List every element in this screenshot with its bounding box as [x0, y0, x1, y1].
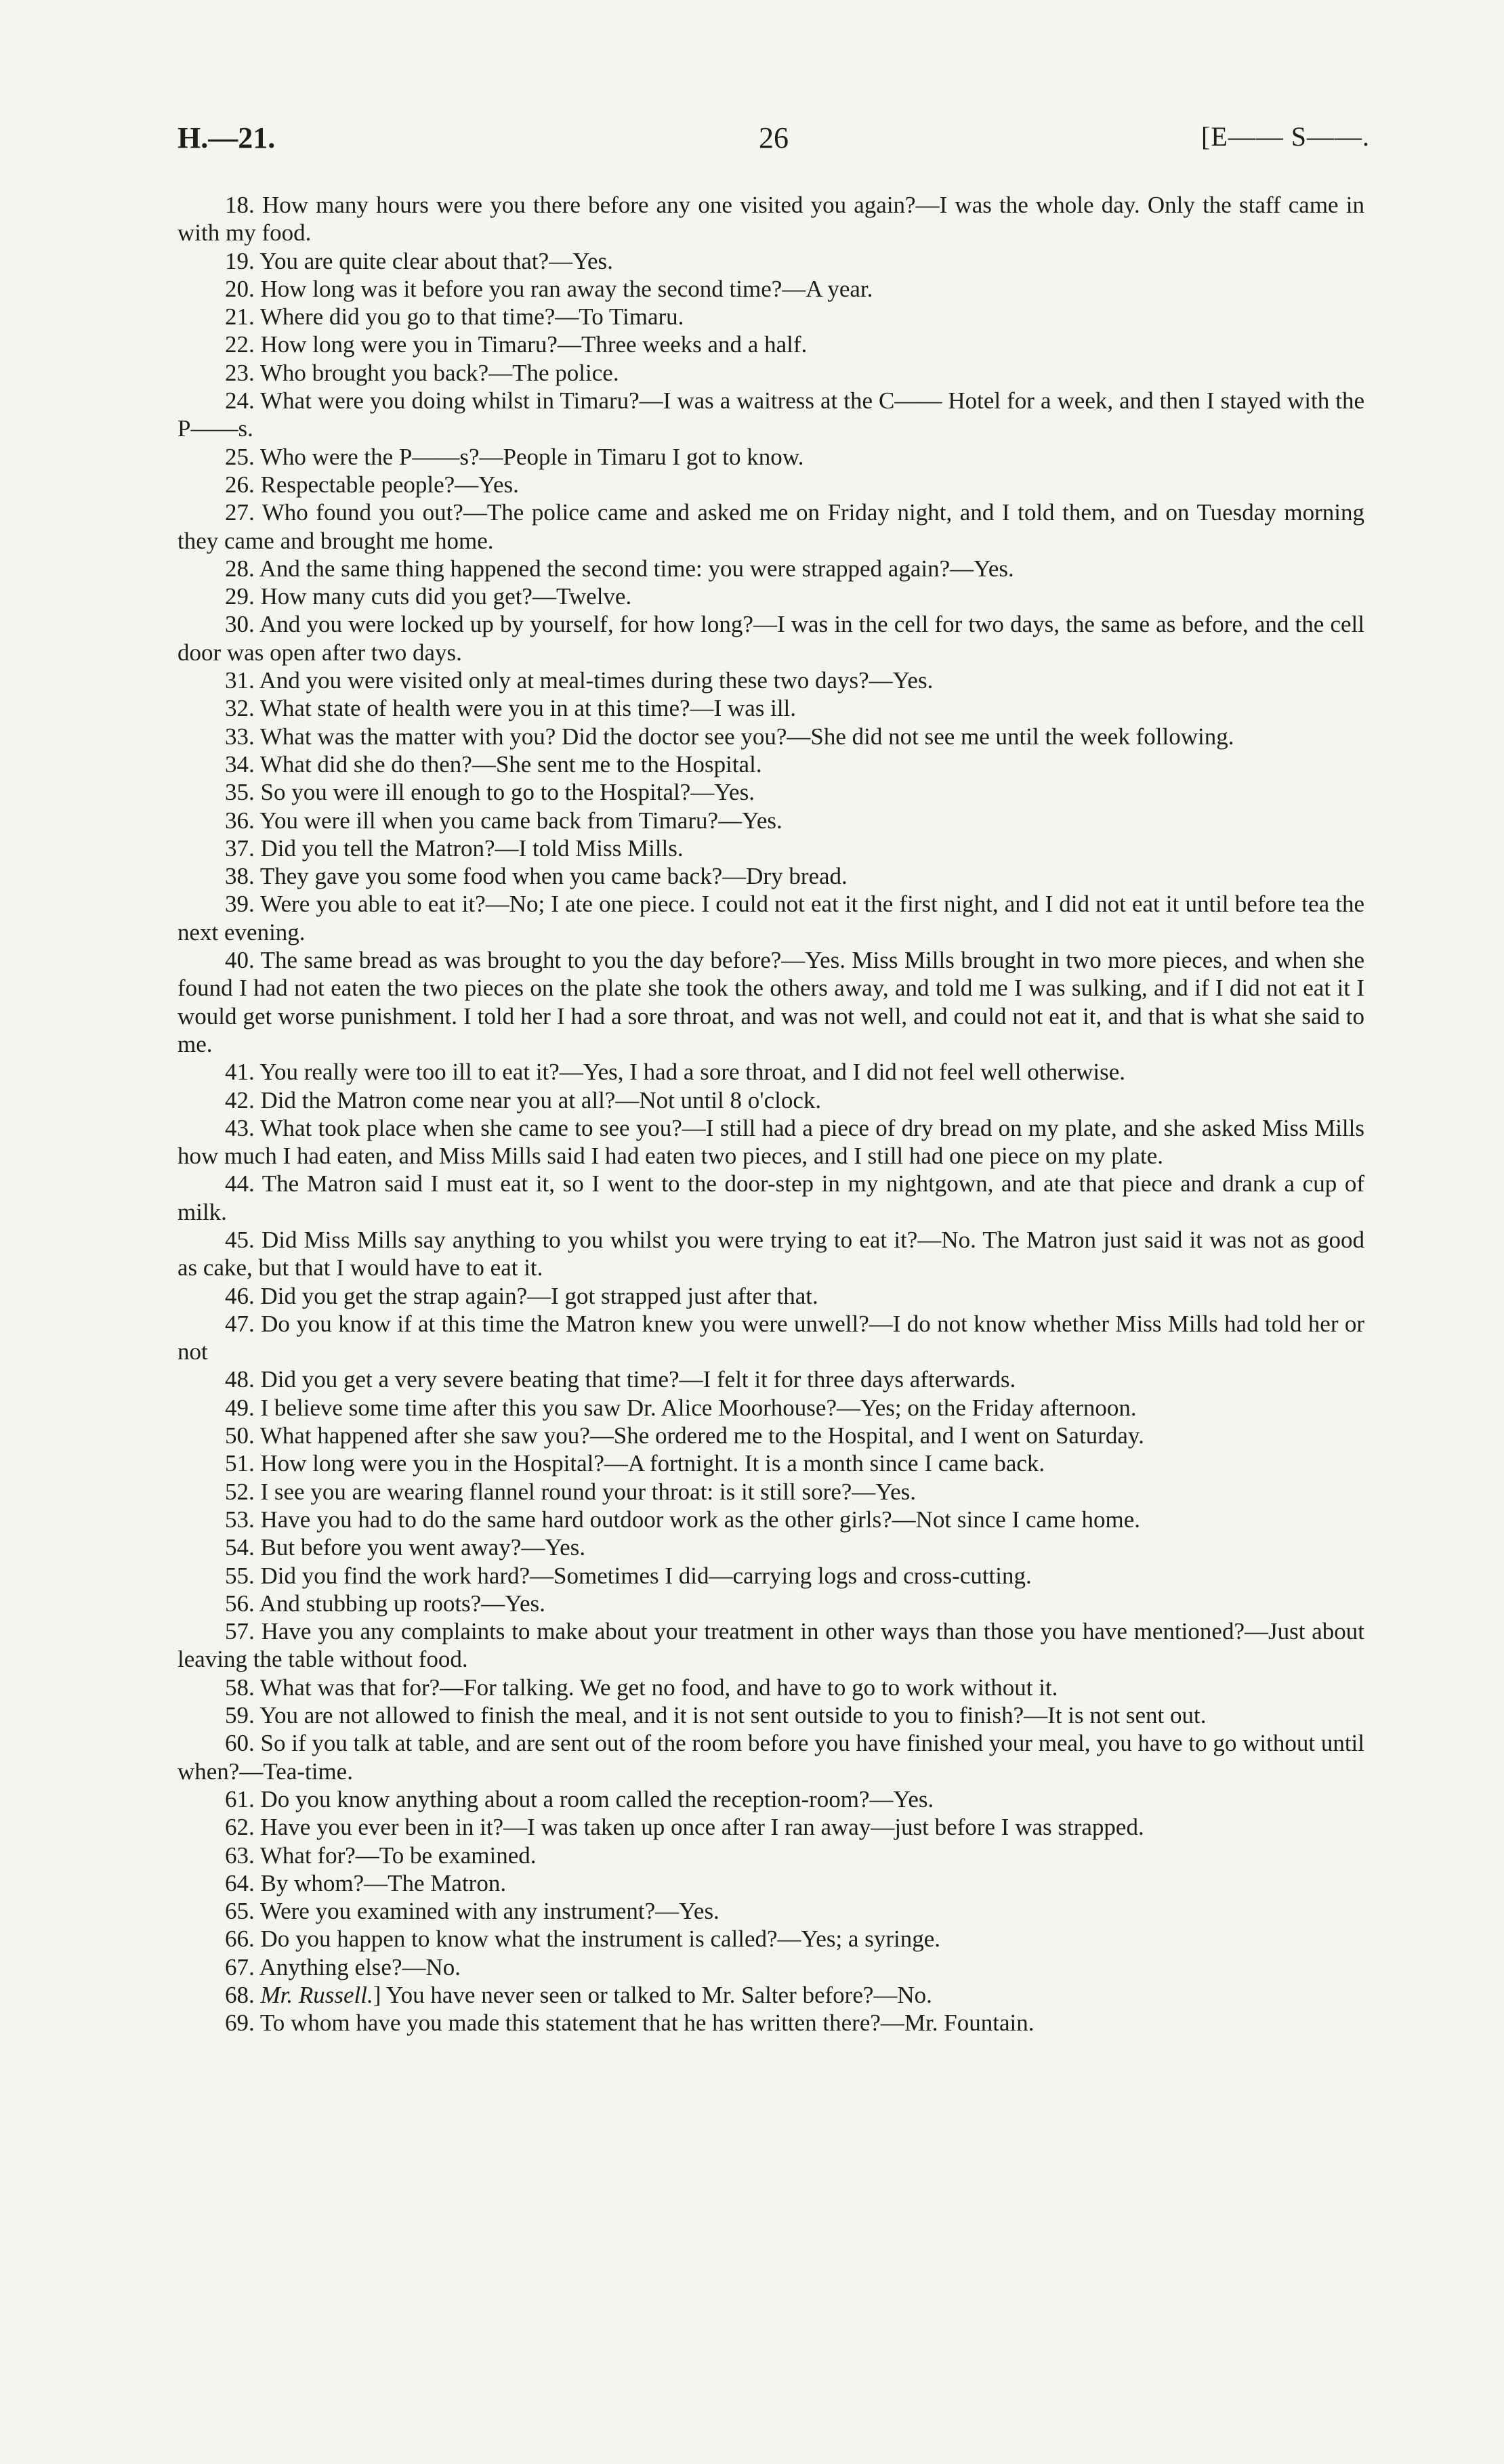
question-answer — [177, 1478, 1364, 1506]
question-number: 37. — [225, 834, 255, 862]
question-number: 33. — [225, 723, 255, 750]
question-text: I see you are wearing flannel round your throat: is it still sore?—Yes. — [260, 1478, 916, 1505]
question-number: 42. — [225, 1086, 255, 1113]
question-answer — [177, 247, 1364, 275]
question-answer — [177, 1897, 1364, 1925]
question-number: 56. — [225, 1590, 255, 1617]
question-text: The Matron said I must eat it, so I went to the door-step in my nightgown, and ate that piece and drank a cup of milk. — [177, 1170, 1364, 1225]
question-text: What happened after she saw you?—She ordered me to the Hospital, and I went on Saturday. — [259, 1422, 1144, 1449]
question-number: 51. — [225, 1450, 255, 1477]
question-text: Where did you go to that time?—To Timaru. — [259, 303, 684, 331]
question-answer — [177, 694, 1364, 722]
question-number: 48. — [225, 1366, 255, 1393]
question-number: 57. — [225, 1618, 255, 1645]
document-reference: H.—21. — [177, 121, 276, 154]
question-answer — [177, 555, 1364, 582]
question-answer — [177, 1674, 1364, 1701]
question-text: Have you had to do the same hard outdoor work as the other girls?—Not since I came home. — [260, 1506, 1141, 1533]
question-answer — [177, 498, 1364, 555]
question-text: Do you know if at this time the Matron knew you were unwell?—I do not know whether Miss Mills had told her or not — [177, 1310, 1364, 1365]
question-text: How long were you in Timaru?—Three weeks and a half. — [260, 331, 808, 358]
question-answer — [177, 471, 1364, 498]
question-text: So if you talk at table, and are sent out of the room before you have finished your meal, you have to go without until when?—Tea-time. — [177, 1730, 1365, 1785]
question-number: 30. — [225, 611, 255, 638]
question-text: What was that for?—For talking. We get no food, and have to go to work without it. — [259, 1674, 1058, 1701]
question-number: 21. — [225, 303, 255, 331]
question-answer — [177, 1170, 1364, 1226]
question-text: By whom?—The Matron. — [260, 1869, 507, 1896]
question-answer — [177, 778, 1364, 806]
question-number: 50. — [225, 1422, 255, 1449]
question-answer — [177, 1310, 1364, 1366]
question-number: 27. — [225, 499, 255, 526]
question-number: 69. — [225, 2010, 255, 2037]
question-text: But before you went away?—Yes. — [260, 1534, 586, 1561]
question-answer — [177, 1590, 1364, 1617]
question-number: 36. — [225, 807, 255, 834]
question-answer — [177, 610, 1364, 666]
question-text: Who found you out?—The police came and asked me on Friday night, and I told them, and on Tuesday morning they came and brought me home. — [177, 499, 1364, 554]
question-text: You are quite clear about that?—Yes. — [259, 247, 613, 274]
question-number: 41. — [225, 1059, 255, 1086]
speaker-name: Mr. Russell. — [260, 1982, 373, 2008]
question-number: 54. — [225, 1534, 255, 1561]
question-number: 61. — [225, 1785, 255, 1812]
question-number: 45. — [225, 1226, 255, 1253]
question-number: 38. — [225, 863, 255, 890]
question-answer — [177, 1394, 1364, 1422]
question-text: What were you doing whilst in Timaru?—I was a waitress at the C—— Hotel for a week, and then I stayed with the P——s. — [177, 387, 1364, 442]
question-text: Were you able to eat it?—No; I ate one piece. I could not eat it the first night, and I did not eat it until before tea the next evening. — [177, 891, 1364, 946]
testimony-body — [177, 191, 1364, 2037]
question-number: 53. — [225, 1506, 255, 1533]
question-answer — [177, 1842, 1364, 1869]
question-answer — [177, 387, 1364, 443]
question-answer — [177, 1562, 1364, 1590]
question-answer — [177, 1533, 1364, 1561]
question-number: 65. — [225, 1898, 255, 1925]
question-answer — [177, 1953, 1364, 1981]
question-number: 63. — [225, 1842, 255, 1869]
question-answer — [177, 1086, 1364, 1114]
question-answer — [177, 1813, 1364, 1841]
question-number: 18. — [225, 192, 255, 218]
question-answer — [177, 1925, 1364, 1953]
question-text: Did you get the strap again?—I got strapped just after that. — [260, 1282, 818, 1309]
question-text: You are not allowed to finish the meal, and it is not sent outside to you to finish?—It is not sent out. — [259, 1702, 1207, 1729]
page-header — [177, 121, 1370, 168]
question-text: What took place when she came to see you?—I still had a piece of dry bread on my plate, and she asked Miss Mills how much I had eaten, and Miss Mills said I had eaten two pieces, and I still had one piece on my plate. — [177, 1114, 1364, 1170]
question-answer — [177, 1422, 1364, 1449]
question-answer — [177, 946, 1364, 1058]
question-answer — [177, 359, 1364, 387]
question-answer — [177, 191, 1364, 247]
question-answer — [177, 1981, 1364, 2009]
question-number: 47. — [225, 1310, 255, 1337]
question-answer — [177, 666, 1364, 694]
question-number: 34. — [225, 750, 255, 778]
question-text: What did she do then?—She sent me to the Hospital. — [259, 750, 762, 778]
question-number: 19. — [225, 247, 255, 274]
question-number: 39. — [225, 891, 255, 918]
question-answer — [177, 1785, 1364, 1813]
question-number: 25. — [225, 443, 255, 470]
question-text: To whom have you made this statement that he has written there?—Mr. Fountain. — [259, 2010, 1035, 2037]
question-answer — [177, 2009, 1364, 2037]
question-number: 32. — [225, 695, 255, 722]
question-text: And stubbing up roots?—Yes. — [259, 1590, 545, 1617]
question-number: 59. — [225, 1702, 255, 1729]
question-number: 52. — [225, 1478, 255, 1505]
question-number: 35. — [225, 779, 255, 806]
question-answer — [177, 890, 1364, 946]
question-answer — [177, 582, 1364, 610]
question-number: 40. — [225, 947, 255, 974]
question-answer — [177, 1617, 1364, 1674]
question-answer — [177, 862, 1364, 890]
question-answer — [177, 723, 1364, 750]
question-answer — [177, 1282, 1364, 1310]
question-answer — [177, 1701, 1364, 1729]
question-number: 22. — [225, 331, 255, 358]
question-number: 44. — [225, 1170, 255, 1197]
question-answer — [177, 1869, 1364, 1897]
question-text: Did you tell the Matron?—I told Miss Mills. — [260, 834, 684, 862]
question-number: 28. — [225, 555, 255, 582]
question-text: You really were too ill to eat it?—Yes, I had a sore throat, and I did not feel well otherwise. — [259, 1059, 1126, 1086]
witness-signature: [E—— S——. — [1201, 121, 1370, 152]
question-answer — [177, 1506, 1364, 1533]
question-text: Have you ever been in it?—I was taken up once after I ran away—just before I was strapped. — [260, 1814, 1144, 1841]
question-text: Were you examined with any instrument?—Yes. — [259, 1898, 719, 1925]
question-number: 58. — [225, 1674, 255, 1701]
question-text: Did the Matron come near you at all?—Not until 8 o'clock. — [260, 1086, 822, 1113]
question-text: Did you get a very severe beating that time?—I felt it for three days afterwards. — [260, 1366, 1016, 1393]
question-text: Do you know anything about a room called the reception-room?—Yes. — [260, 1785, 934, 1812]
question-text: Respectable people?—Yes. — [260, 471, 519, 498]
question-text: And the same thing happened the second time: you were strapped again?—Yes. — [259, 555, 1014, 582]
question-text: Who brought you back?—The police. — [259, 359, 619, 386]
question-number: 66. — [225, 1926, 255, 1953]
question-answer — [177, 834, 1364, 862]
question-text: What for?—To be examined. — [259, 1842, 537, 1869]
question-number: 62. — [225, 1814, 255, 1841]
question-number: 29. — [225, 583, 255, 610]
question-text: And you were locked up by yourself, for how long?—I was in the cell for two days, the same as before, and the cell door was open after two days. — [177, 611, 1364, 666]
question-text: The same bread as was brought to you the day before?—Yes. Miss Mills brought in two more pieces, and when she found I had not eaten the two pieces on the plate she took the others away, and told me I was sulking, and if I did not eat it I would get worse punishment. I told her I had a sore throat, and was not well, and could not eat it, and that is what she said to me. — [177, 947, 1364, 1057]
question-number: 23. — [225, 359, 255, 386]
question-number: 20. — [225, 275, 255, 302]
question-number: 49. — [225, 1394, 255, 1421]
question-text: What state of health were you in at this time?—I was ill. — [259, 695, 797, 722]
question-number: 24. — [225, 387, 255, 415]
question-text: I believe some time after this you saw Dr. Alice Moorhouse?—Yes; on the Friday afternoon. — [260, 1394, 1137, 1421]
question-text: How long were you in the Hospital?—A fortnight. It is a month since I came back. — [260, 1450, 1045, 1477]
question-answer — [177, 275, 1364, 303]
question-number: 60. — [225, 1730, 255, 1757]
question-number: 46. — [225, 1282, 255, 1309]
question-text: Have you any complaints to make about your treatment in other ways than those you have mentioned?—Just about leaving the table without food. — [177, 1618, 1364, 1673]
question-answer — [177, 1058, 1364, 1086]
question-answer — [177, 750, 1364, 778]
question-text: How many hours were you there before any one visited you again?—I was the whole day. Only the staff came in with my food. — [177, 192, 1364, 247]
page-number: 26 — [759, 121, 789, 154]
question-text: Did Miss Mills say anything to you whilst you were trying to eat it?—No. The Matron just said it was not as good as cake, but that I would have to eat it. — [177, 1226, 1364, 1281]
question-answer — [177, 1449, 1364, 1477]
question-number: 55. — [225, 1562, 255, 1589]
question-answer — [177, 807, 1364, 834]
question-text: ] You have never seen or talked to Mr. Salter before?—No. — [373, 1982, 932, 2008]
question-answer — [177, 331, 1364, 358]
question-text: What was the matter with you? Did the doctor see you?—She did not see me until the week following. — [259, 723, 1234, 750]
question-answer — [177, 1729, 1364, 1785]
question-number: 64. — [225, 1869, 255, 1896]
question-number: 43. — [225, 1114, 255, 1141]
question-text: You were ill when you came back from Timaru?—Yes. — [259, 807, 782, 834]
question-text: How long was it before you ran away the second time?—A year. — [260, 275, 873, 302]
question-answer — [177, 1226, 1364, 1282]
question-answer — [177, 1365, 1364, 1393]
question-text: And you were visited only at meal-times during these two days?—Yes. — [259, 667, 934, 694]
question-text: So you were ill enough to go to the Hospital?—Yes. — [260, 779, 755, 806]
question-text: Did you find the work hard?—Sometimes I did—carrying logs and cross-cutting. — [260, 1562, 1032, 1589]
question-text: Do you happen to know what the instrument is called?—Yes; a syringe. — [260, 1926, 940, 1953]
question-number: 68. — [225, 1982, 255, 2008]
question-text: Who were the P——s?—People in Timaru I got to know. — [259, 443, 804, 470]
question-number: 31. — [225, 667, 255, 694]
question-answer — [177, 443, 1364, 471]
question-text: They gave you some food when you came back?—Dry bread. — [259, 863, 848, 890]
question-text: How many cuts did you get?—Twelve. — [260, 583, 632, 610]
question-number: 67. — [225, 1953, 255, 1980]
question-number: 26. — [225, 471, 255, 498]
question-answer — [177, 1114, 1364, 1170]
question-text: Anything else?—No. — [259, 1953, 461, 1980]
question-answer — [177, 303, 1364, 331]
